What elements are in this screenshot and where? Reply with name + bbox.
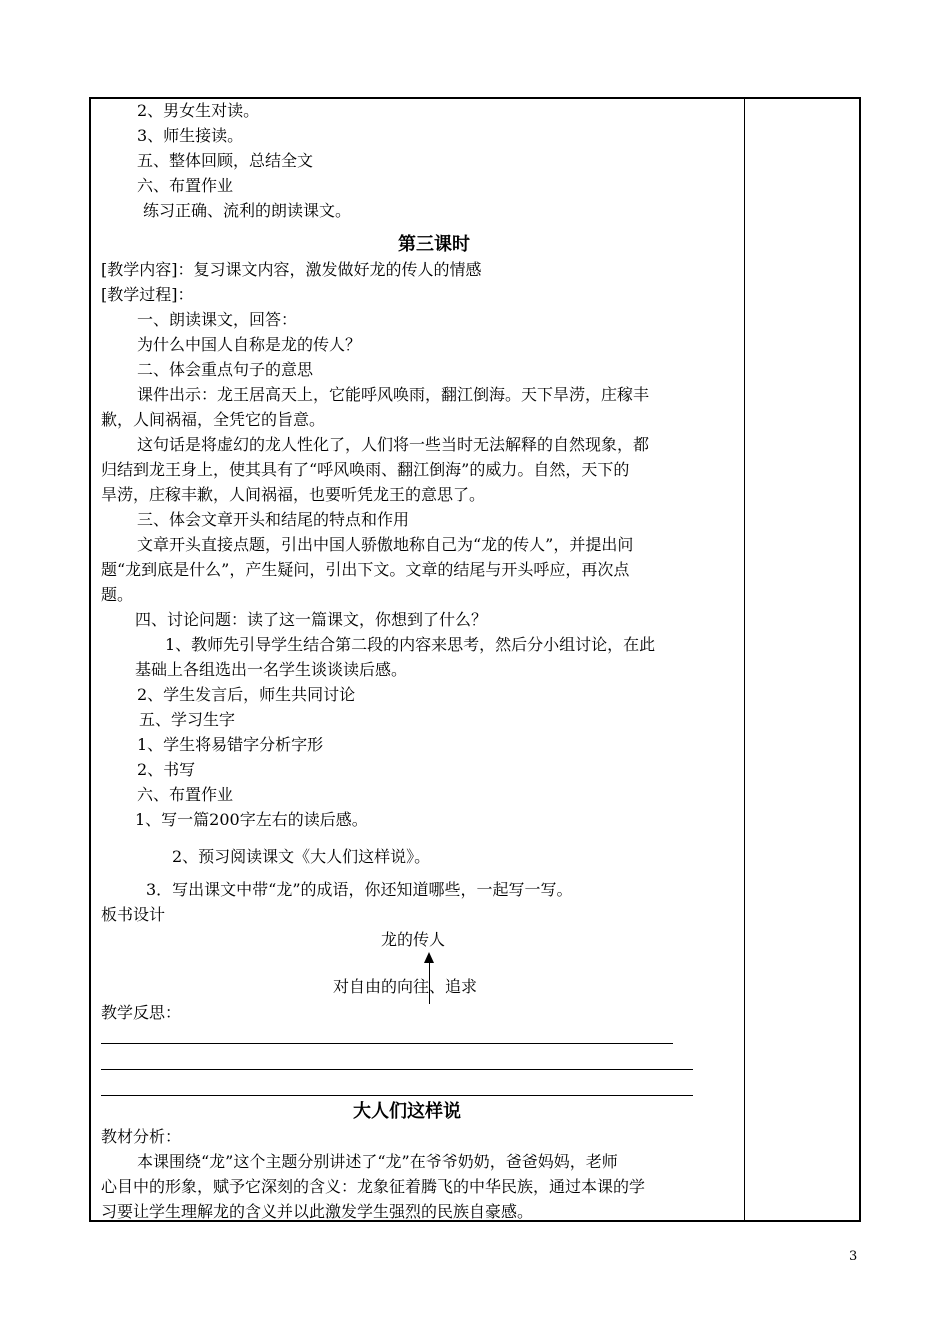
- reflection-blank-line: [101, 1095, 693, 1096]
- text-line: [教学过程]：: [101, 285, 194, 304]
- text-line: 课件出示：龙王居高天上，它能呼风唤雨，翻江倒海。天下旱涝，庄稼丰: [137, 385, 650, 404]
- board-design-title: 龙的传人: [381, 930, 446, 949]
- text-line: 教材分析：: [101, 1127, 182, 1146]
- text-line: 本课围绕“龙”这个主题分别讲述了“龙”在爷爷奶奶，爸爸妈妈，老师: [137, 1152, 618, 1171]
- text-line: 六、布置作业: [137, 176, 234, 195]
- text-line: 3、师生接读。: [137, 126, 244, 145]
- text-line: 板书设计: [101, 905, 166, 924]
- text-line: 五、整体回顾，总结全文: [137, 151, 314, 170]
- section-heading: 大人们这样说: [353, 1101, 461, 1122]
- text-line: 1、写一篇200字左右的读后感。: [135, 810, 368, 829]
- table-column-divider: [744, 97, 745, 1222]
- text-line: 二、体会重点句子的意思: [137, 360, 314, 379]
- text-line: 2、预习阅读课文《大人们这样说》。: [172, 847, 431, 866]
- text-line: 五、学习生字: [139, 710, 236, 729]
- text-line: 练习正确、流利的朗读课文。: [143, 201, 352, 220]
- text-line: 题“龙到底是什么”，产生疑问，引出下文。文章的结尾与开头呼应，再次点: [101, 560, 630, 579]
- text-line: 1、学生将易错字分析字形: [137, 735, 324, 754]
- reflection-blank-line: [101, 1069, 693, 1070]
- page-number: 3: [849, 1249, 858, 1264]
- board-design-subtitle: 对自由的向往、追求: [333, 977, 478, 996]
- text-line: 2、男女生对读。: [137, 101, 260, 120]
- text-line: 这句话是将虚幻的龙人性化了，人们将一些当时无法解释的自然现象，都: [137, 435, 650, 454]
- text-line: 歉，人间祸福，全凭它的旨意。: [101, 410, 326, 429]
- text-line: 归结到龙王身上，使其具有了“呼风唤雨、翻江倒海”的威力。自然，天下的: [101, 460, 630, 479]
- text-line: 心目中的形象，赋予它深刻的含义：龙象征着腾飞的中华民族，通过本课的学: [101, 1177, 646, 1196]
- text-line: 题。: [101, 585, 134, 604]
- reflection-blank-line: [101, 1043, 673, 1044]
- text-line: 基础上各组选出一名学生谈谈读后感。: [135, 660, 408, 679]
- text-line: 3．写出课文中带“龙”的成语，你还知道哪些，一起写一写。: [146, 880, 573, 899]
- text-line: 为什么中国人自称是龙的传人？: [137, 335, 362, 354]
- section-heading: 第三课时: [398, 234, 470, 255]
- text-line: 六、布置作业: [137, 785, 234, 804]
- text-line: 1、教师先引导学生结合第二段的内容来思考，然后分小组讨论，在此: [165, 635, 656, 654]
- text-line: 四、讨论问题：读了这一篇课文，你想到了什么？: [135, 610, 488, 629]
- text-line: 教学反思：: [101, 1003, 182, 1022]
- text-line: 三、体会文章开头和结尾的特点和作用: [137, 510, 410, 529]
- text-line: 习要让学生理解龙的含义并以此激发学生强烈的民族自豪感。: [101, 1202, 534, 1221]
- text-line: 文章开头直接点题，引出中国人骄傲地称自己为“龙的传人”，并提出问: [137, 535, 634, 554]
- text-line: 2、书写: [137, 760, 196, 779]
- text-line: 旱涝，庄稼丰歉，人间祸福，也要听凭龙王的意思了。: [101, 485, 486, 504]
- text-line: [教学内容]：复习课文内容，激发做好龙的传人的情感: [101, 260, 482, 279]
- text-line: 一、朗读课文，回答：: [137, 310, 298, 329]
- text-line: 2、学生发言后，师生共同讨论: [137, 685, 356, 704]
